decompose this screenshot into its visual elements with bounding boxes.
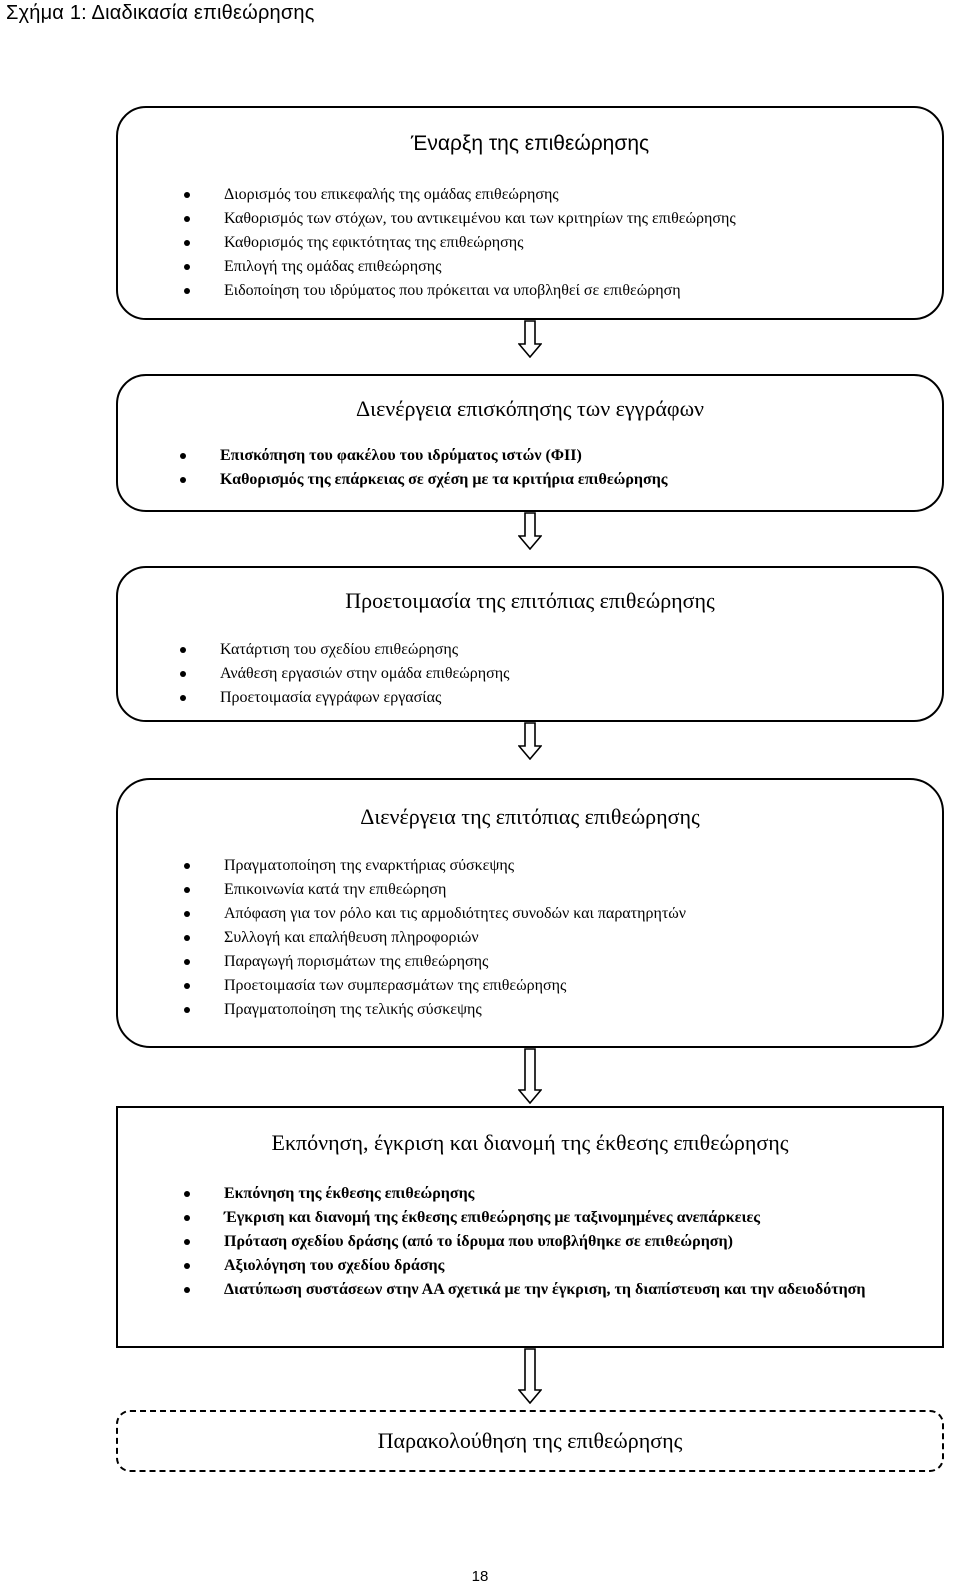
list-item: Εκπόνηση της έκθεσης επιθεώρησης xyxy=(184,1182,884,1206)
stage-item-list xyxy=(180,444,668,492)
list-item: Επισκόπηση του φακέλου του ιδρύματος ιστών (ΦΙΙ) xyxy=(180,444,668,468)
stage-item-list xyxy=(180,638,509,710)
stage-item-list xyxy=(184,183,736,303)
list-item: Απόφαση για τον ρόλο και τις αρμοδιότητες συνοδών και παρατηρητών xyxy=(184,902,686,926)
list-item: Ανάθεση εργασιών στην ομάδα επιθεώρησης xyxy=(180,662,509,686)
stage-box-onsite-preparation xyxy=(116,566,944,722)
list-item: Πρόταση σχεδίου δράσης (από το ίδρυμα που υποβλήθηκε σε επιθεώρηση) xyxy=(184,1230,884,1254)
down-arrow-icon xyxy=(518,722,542,760)
list-item: Επικοινωνία κατά την επιθεώρηση xyxy=(184,878,686,902)
stage-title: Παρακολούθηση της επιθεώρησης xyxy=(377,1428,683,1453)
list-item: Έγκριση και διανομή της έκθεσης επιθεώρησης με ταξινομημένες ανεπάρκειες xyxy=(184,1206,884,1230)
figure-caption: Σχήμα 1: Διαδικασία επιθεώρησης xyxy=(6,2,315,24)
stage-title: Εκπόνηση, έγκριση και διανομή της έκθεσης επιθεώρησης xyxy=(271,1130,789,1155)
list-item: Προετοιμασία των συμπερασμάτων της επιθεώρησης xyxy=(184,974,686,998)
list-item: Συλλογή και επαλήθευση πληροφοριών xyxy=(184,926,686,950)
list-item: Αξιολόγηση του σχεδίου δράσης xyxy=(184,1254,884,1278)
list-item: Επιλογή της ομάδας επιθεώρησης xyxy=(184,255,736,279)
down-arrow-icon xyxy=(518,320,542,358)
stage-title: Διενέργεια επισκόπησης των εγγράφων xyxy=(356,396,704,421)
stage-title: Έναρξη της επιθεώρησης xyxy=(410,132,650,155)
stage-title: Διενέργεια της επιτόπιας επιθεώρησης xyxy=(360,804,700,829)
stage-item-list xyxy=(184,1182,884,1302)
list-item: Ειδοποίηση του ιδρύματος που πρόκειται να υποβληθεί σε επιθεώρηση xyxy=(184,279,736,303)
stage-box-follow-up xyxy=(116,1410,944,1472)
stage-box-document-review xyxy=(116,374,944,512)
list-item: Πραγματοποίηση της τελικής σύσκεψης xyxy=(184,998,686,1022)
list-item: Καθορισμός της εφικτότητας της επιθεώρησης xyxy=(184,231,736,255)
stage-box-report xyxy=(116,1106,944,1348)
list-item: Καθορισμός της επάρκειας σε σχέση με τα κριτήρια επιθεώρησης xyxy=(180,468,668,492)
stage-box-onsite-inspection xyxy=(116,778,944,1048)
down-arrow-icon xyxy=(518,512,542,550)
page-number: 18 xyxy=(471,1568,489,1585)
list-item: Καθορισμός των στόχων, του αντικειμένου και των κριτηρίων της επιθεώρησης xyxy=(184,207,736,231)
down-arrow-icon xyxy=(518,1048,542,1104)
list-item: Κατάρτιση του σχεδίου επιθεώρησης xyxy=(180,638,509,662)
stage-item-list xyxy=(184,854,686,1022)
list-item: Πραγματοποίηση της εναρκτήριας σύσκεψης xyxy=(184,854,686,878)
down-arrow-icon xyxy=(518,1348,542,1404)
list-item: Διορισμός του επικεφαλής της ομάδας επιθεώρησης xyxy=(184,183,736,207)
list-item: Προετοιμασία εγγράφων εργασίας xyxy=(180,686,509,710)
stage-box-start-inspection xyxy=(116,106,944,320)
list-item: Διατύπωση συστάσεων στην ΑΑ σχετικά με την έγκριση, τη διαπίστευση και την αδειοδότηση xyxy=(184,1278,884,1302)
list-item: Παραγωγή πορισμάτων της επιθεώρησης xyxy=(184,950,686,974)
stage-title: Προετοιμασία της επιτόπιας επιθεώρησης xyxy=(345,588,715,613)
